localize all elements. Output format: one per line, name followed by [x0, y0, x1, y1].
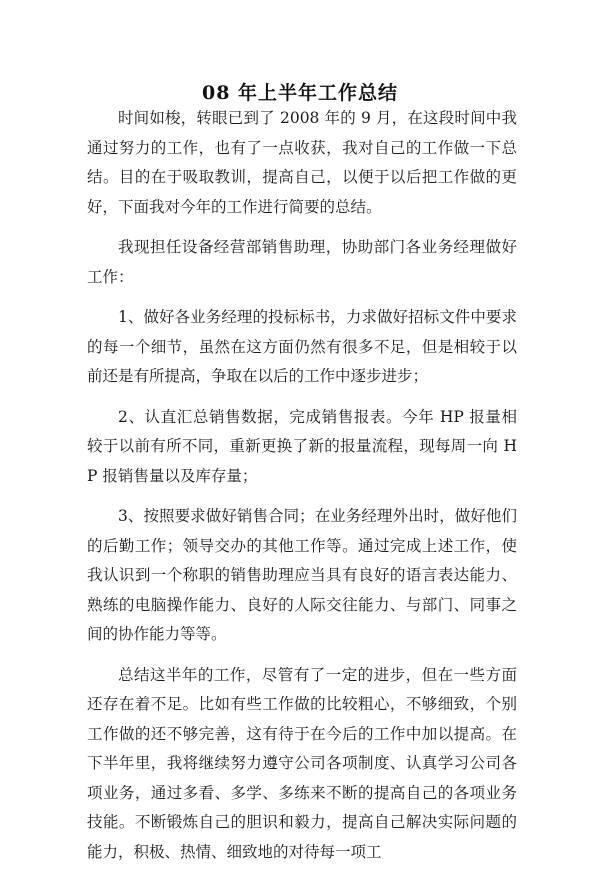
paragraph-item-1: 1、做好各业务经理的投标标书，力求做好招标文件中要求的每一个细节，虽然在这方面仍然有很多不足，但是相较于以前还是有所提高，争取在以后的工作中逐步进步；: [87, 308, 517, 385]
paragraph-intro: 时间如梭，转眼已到了 2008 年的 9 月，在这段时间中我通过努力的工作，也有了一点收获，我对自己的工作做一下总结。目的在于吸取教训，提高自己，以便于以后把工作做的更好，下面我对今年的工作进行简要的总结。: [87, 109, 517, 216]
document-body: [87, 104, 517, 878]
paragraph-role: 我现担任设备经营部销售助理，协助部门各业务经理做好工作：: [87, 238, 517, 286]
document-title: 08 年上半年工作总结: [201, 82, 399, 104]
paragraph-summary: 总结这半年的工作，尽管有了一定的进步，但在一些方面还存在着不足。比如有些工作做的比较粗心，不够细致，个别工作做的还不够完善，这有待于在今后的工作中加以提高。在下半年里，我将继续努力遵守公司各项制度、认真学习公司各项业务，通过多看、多学、多练来不断的提高自己的各项业务技能。不断锻炼自己的胆识和毅力，提高自己解决实际问题的能力，积极、热情、细致地的对待每一项工: [87, 665, 517, 861]
paragraph-item-2: 2、认直汇总销售数据，完成销售报表。今年 HP 报量相较于以前有所不同，重新更换了新的报量流程，现每周一向 HP 报销售量以及库存量；: [87, 407, 517, 485]
paragraph-item-3: 3、按照要求做好销售合同；在业务经理外出时，做好他们的后勤工作；领导交办的其他工作等。通过完成上述工作，使我认识到一个称职的销售助理应当具有良好的语言表达能力、熟练的电脑操作能力、良好的人际交往能力、与部门、同事之间的协作能力等等。: [87, 507, 517, 643]
